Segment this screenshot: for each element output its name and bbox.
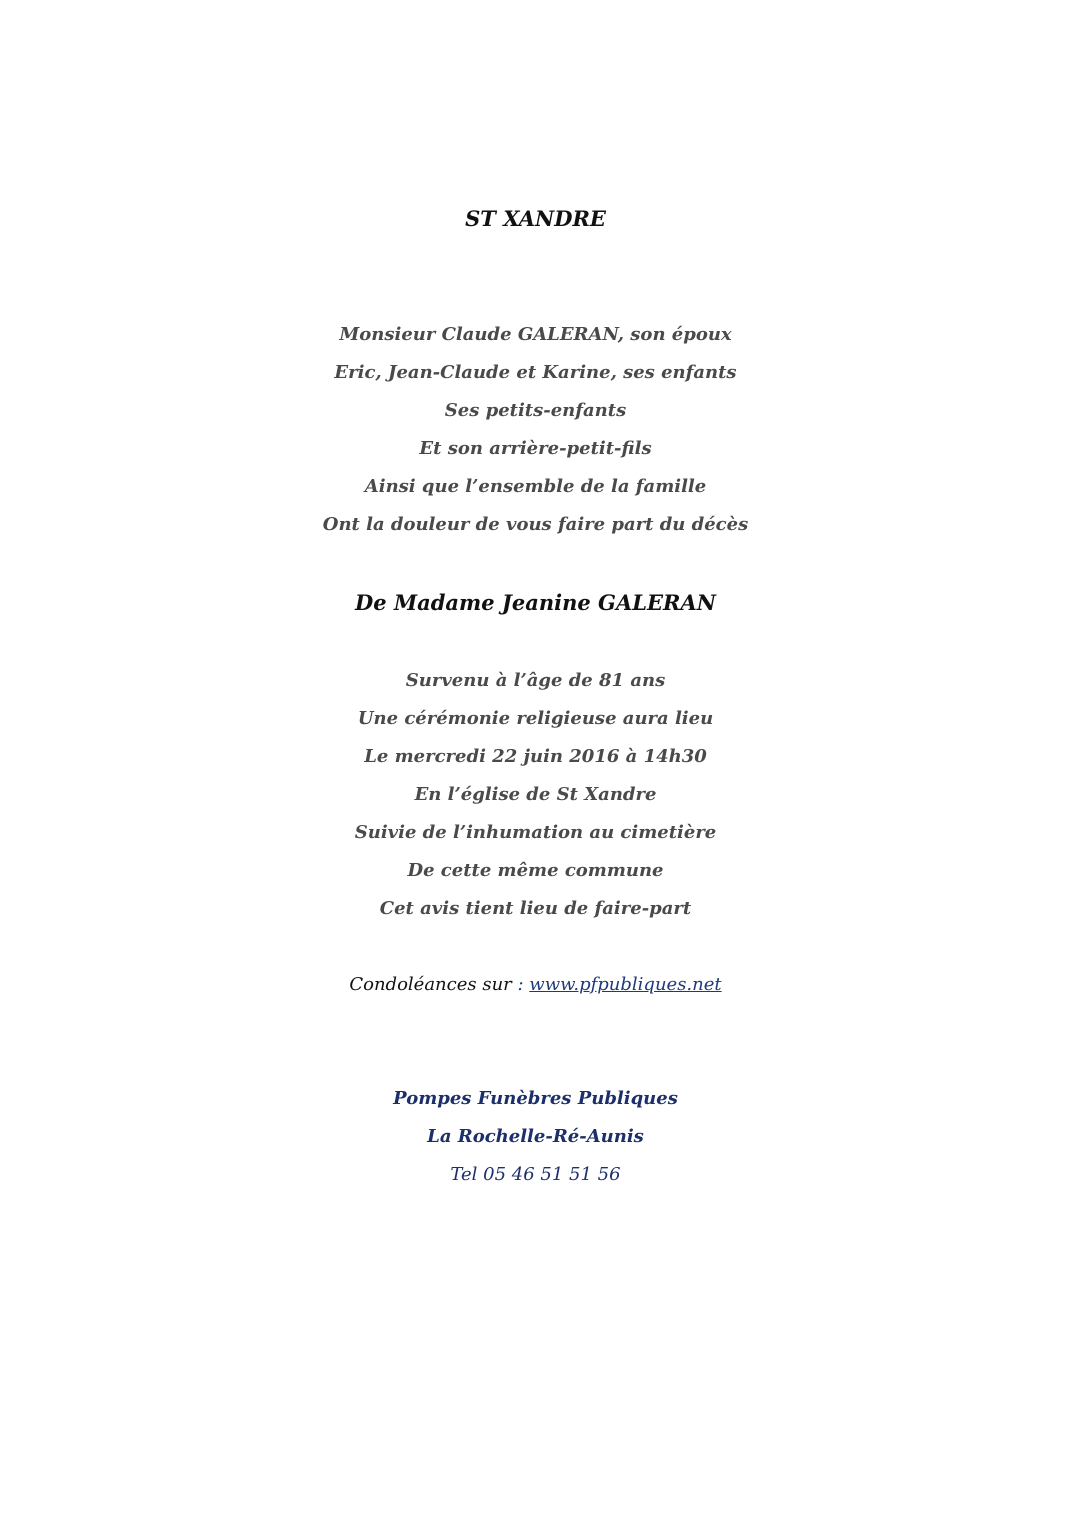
funeral-home-name: Pompes Funèbres Publiques [393,1088,678,1109]
detail-line-burial: Suivie de l’inhumation au cimetière [354,822,717,843]
family-line-great-grandchild: Et son arrière-petit-fils [419,438,652,459]
detail-line-church: En l’église de St Xandre [414,784,657,805]
condolences-link[interactable]: www.pfpubliques.net [529,974,722,995]
town-title: ST XANDRE [465,206,606,231]
funeral-home-phone: Tel 05 46 51 51 56 [450,1164,621,1185]
detail-line-ceremony: Une cérémonie religieuse aura lieu [357,708,714,729]
family-line-spouse: Monsieur Claude GALERAN, son époux [339,324,732,345]
detail-line-commune: De cette même commune [407,860,664,881]
condolences-line [0,976,1071,994]
condolences-separator: : [511,974,530,995]
family-line-grandchildren: Ses petits-enfants [444,400,627,421]
family-line-family: Ainsi que l’ensemble de la famille [364,476,707,497]
detail-line-age: Survenu à l’âge de 81 ans [405,670,666,691]
detail-line-notice: Cet avis tient lieu de faire-part [379,898,692,919]
deceased-name: De Madame Jeanine GALERAN [355,590,716,615]
funeral-home-location: La Rochelle-Ré-Aunis [427,1126,644,1147]
detail-line-date: Le mercredi 22 juin 2016 à 14h30 [364,746,707,767]
condolences-label: Condoléances sur [349,974,512,995]
family-line-children: Eric, Jean-Claude et Karine, ses enfants [334,362,737,383]
family-line-announcement: Ont la douleur de vous faire part du décès [322,514,749,535]
